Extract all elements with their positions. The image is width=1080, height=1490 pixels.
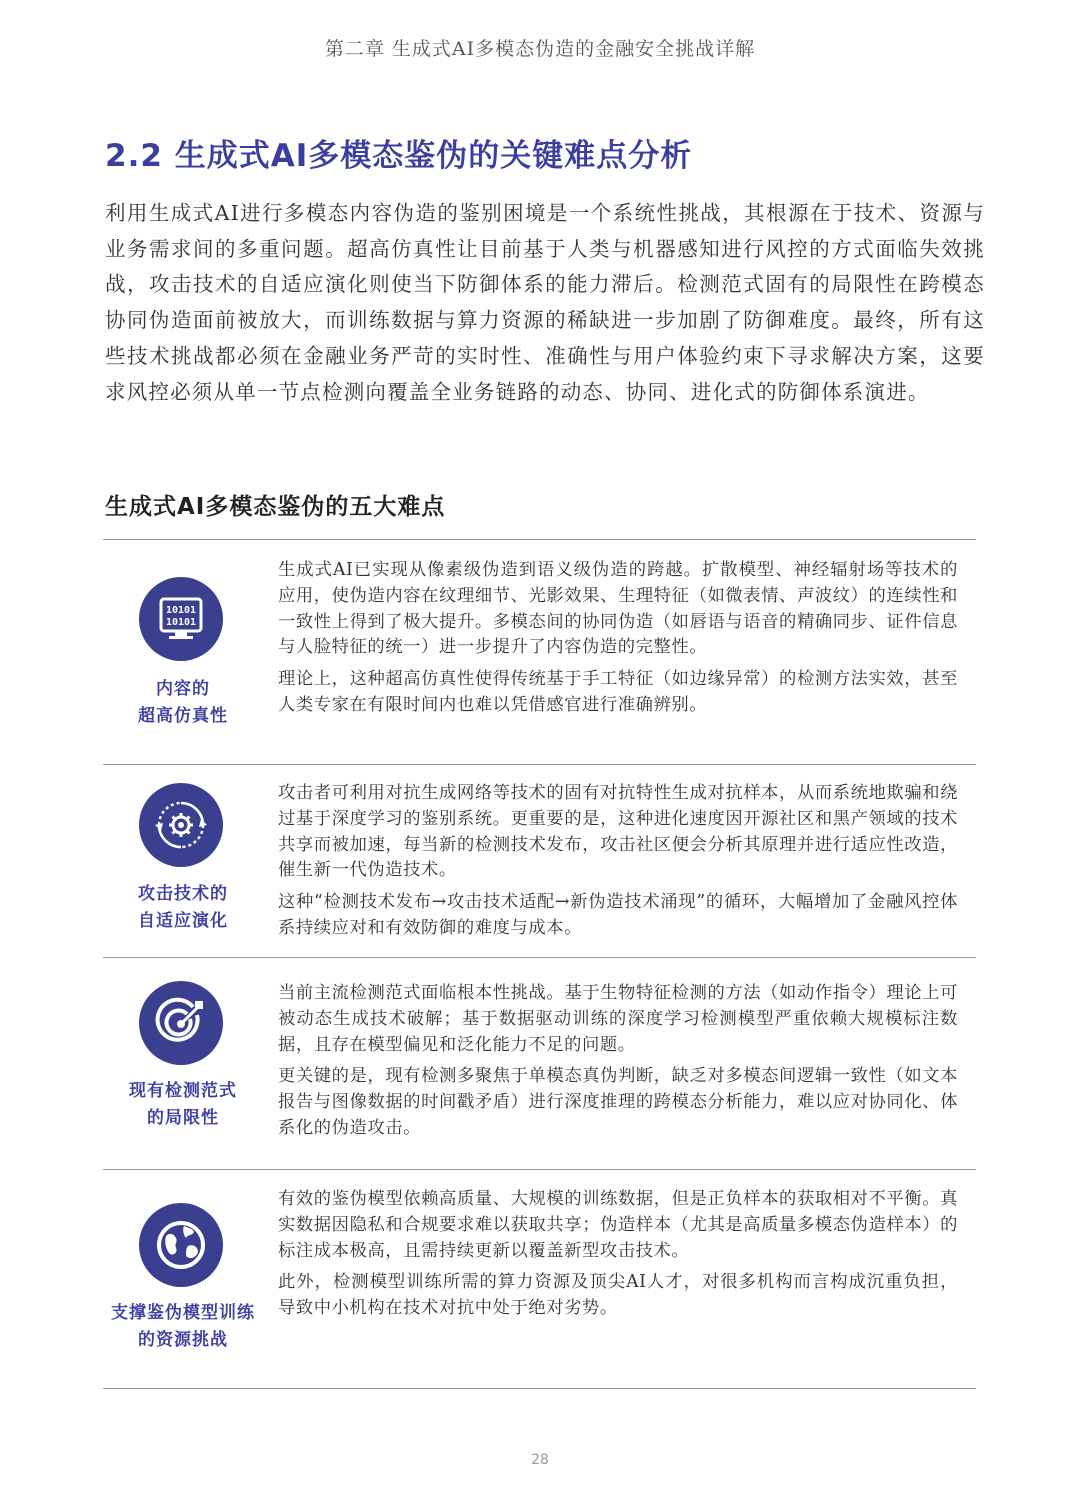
globe-icon bbox=[139, 1203, 223, 1287]
binary-code-icon bbox=[139, 577, 223, 661]
description-paragraph: 更关键的是，现有检测多聚焦于单模态真伪判断，缺乏对多模态间逻辑一致性（如文本报告与图像数据的时间戳矛盾）进行深度推理的跨模态分析能力，难以应对协同化、体系化的伪造攻击。 bbox=[278, 1066, 958, 1138]
subsection-title: 生成式AI多模态鉴伪的五大难点 bbox=[105, 494, 446, 520]
page-number: 28 bbox=[531, 1452, 549, 1468]
description-paragraph: 生成式AI已实现从像素级伪造到语义级伪造的跨越。扩散模型、神经辐射场等技术的应用，使伪造内容在纹理细节、光影效果、生理特征（如微表情、声波纹）的连续性和一致性上得到了极大提升。多模态间的协同伪造（如唇语与语音的精确同步、证件信息与人脸特征的统一）进一步提升了内容伪造的完整性。 bbox=[278, 560, 958, 658]
difficulty-label: 支撑鉴伪模型训练 的资源挑战 bbox=[111, 1303, 255, 1350]
section-title: 2.2 生成式AI多模态鉴伪的关键难点分析 bbox=[105, 138, 693, 174]
description-paragraph: 理论上，这种超高仿真性使得传统基于手工特征（如边缘异常）的检测方法实效，甚至人类专家在有限时间内也难以凭借感官进行准确辨别。 bbox=[278, 669, 958, 715]
difficulty-description bbox=[278, 558, 958, 725]
difficulty-description bbox=[278, 981, 958, 1148]
difficulty-description bbox=[278, 1187, 958, 1328]
difficulty-label: 内容的 超高仿真性 bbox=[138, 679, 228, 726]
svg-text:10101: 10101 bbox=[165, 617, 197, 628]
description-paragraph: 这种“检测技术发布→攻击技术适配→新伪造技术涌现”的循环，大幅增加了金融风控体系持续应对和有效防御的难度与成本。 bbox=[278, 892, 958, 938]
gear-cycle-icon bbox=[139, 783, 223, 867]
description-paragraph: 有效的鉴伪模型依赖高质量、大规模的训练数据，但是正负样本的获取相对不平衡。真实数据因隐私和合规要求难以获取共享；伪造样本（尤其是高质量多模态伪造样本）的标注成本极高，且需持续更新以覆盖新型攻击技术。 bbox=[278, 1189, 958, 1261]
section-intro: 利用生成式AI进行多模态内容伪造的鉴别困境是一个系统性挑战，其根源在于技术、资源与业务需求间的多重问题。超高仿真性让目前基于人类与机器感知进行风控的方式面临失效挑战，攻击技术的自适应演化则使当下防御体系的能力滞后。检测范式固有的局限性在跨模态协同伪造面前被放大，而训练数据与算力资源的稀缺进一步加剧了防御难度。最终，所有这些技术挑战都必须在金融业务严苛的实时性、准确性与用户体验约束下寻求解决方案，这要求风控必须从单一节点检测向覆盖全业务链路的动态、协同、进化式的防御体系演进。 bbox=[105, 201, 985, 404]
difficulty-label: 攻击技术的 自适应演化 bbox=[138, 884, 228, 931]
description-paragraph: 此外，检测模型训练所需的算力资源及顶尖AI人才，对很多机构而言构成沉重负担，导致中小机构在技术对抗中处于绝对劣势。 bbox=[278, 1272, 958, 1319]
difficulty-table bbox=[103, 539, 976, 1389]
running-header: 第二章 生成式AI多模态伪造的金融安全挑战详解 bbox=[324, 38, 756, 60]
svg-text:10101: 10101 bbox=[165, 605, 197, 616]
description-paragraph: 当前主流检测范式面临根本性挑战。基于生物特征检测的方法（如动作指令）理论上可被动态生成技术破解；基于数据驱动训练的深度学习检测模型严重依赖大规模标注数据，且存在模型偏见和泛化能力不足的问题。 bbox=[278, 983, 958, 1055]
difficulty-label: 现有检测范式 的局限性 bbox=[129, 1081, 237, 1128]
target-icon bbox=[139, 981, 223, 1065]
difficulty-description bbox=[278, 781, 958, 948]
difficulty-row bbox=[103, 1169, 976, 1389]
difficulty-row bbox=[103, 539, 976, 764]
difficulty-row bbox=[103, 957, 976, 1169]
difficulty-row bbox=[103, 764, 976, 957]
description-paragraph: 攻击者可利用对抗生成网络等技术的固有对抗特性生成对抗样本，从而系统地欺骗和绕过基于深度学习的鉴别系统。更重要的是，这种进化速度因开源社区和黑产领域的技术共享而被加速，每当新的检测技术发布，攻击社区便会分析其原理并进行适应性改造，催生新一代伪造技术。 bbox=[278, 783, 958, 881]
